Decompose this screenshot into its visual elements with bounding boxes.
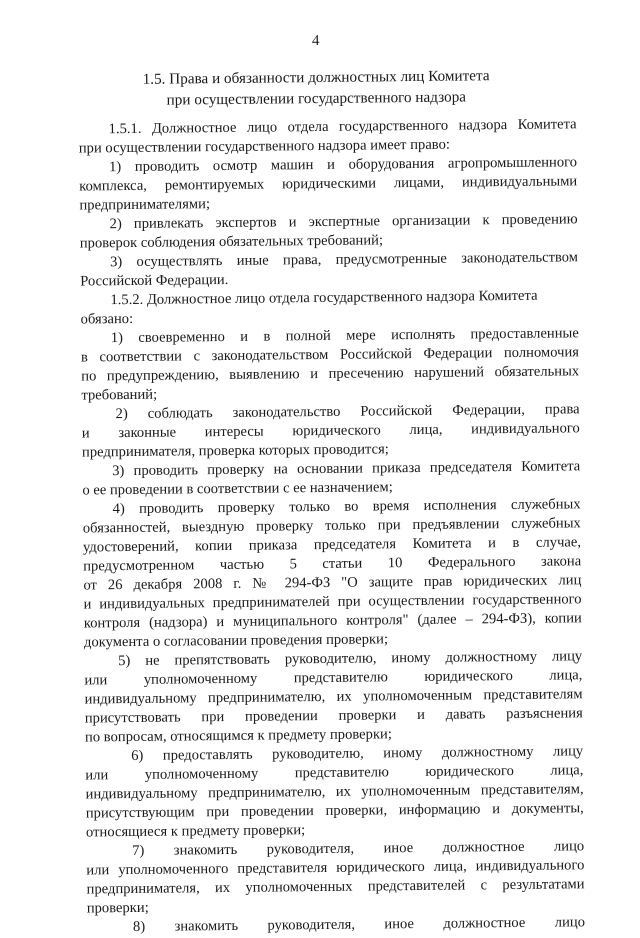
text-line: 8) знакомить руководителя, иное должностное лицо (132, 914, 586, 935)
text-line: предпринимателя, их уполномоченных представителей с результатами (86, 876, 585, 898)
text-line: 3) осуществлять иные права, предусмотренные законодательством (109, 249, 579, 271)
text-line: или уполномоченного представителя юридического лица, индивидуального (86, 857, 585, 879)
text-line: и законные интересы юридического лица, индивидуального (81, 420, 580, 442)
body-text (79, 115, 586, 937)
text-line: или уполномоченному представителю юридического лица, (85, 762, 584, 784)
text-line: 3) проводить проверку на основании приказа председателя Комитета (112, 458, 581, 480)
text-line: 1) проводить осмотр машин и оборудования агропромышленного (108, 154, 578, 176)
text-line: о ее проведении в соответствии с ее назначением; (82, 479, 393, 499)
text-line: 4) проводить проверку только во время исполнения служебных (112, 496, 581, 518)
text-line: предпринимателями; (79, 196, 211, 214)
text-line: проверки; (86, 899, 149, 917)
text-line: 5) не препятствовать руководителю, иному должностному лицу (118, 648, 583, 670)
text-line: присутствующим при проведении проверки, информацию и документы, (85, 800, 584, 822)
text-line: при осуществлении государственного надзора имеет право: (78, 136, 450, 157)
text-line: относящиеся к предмету проверки; (85, 822, 306, 841)
text-line: предусмотренном частью 5 статьи 10 Федерального закона (83, 553, 582, 575)
text-line: в соответствии с законодательством Российской Федерации полномочия (80, 344, 580, 366)
text-line: по предупреждению, выявлению и пресечению нарушений обязательных (81, 363, 580, 385)
text-line: документа о согласовании проведения проверки; (83, 631, 389, 651)
text-line: комплекса, ремонтируемых юридическими лицами, индивидуальными (79, 173, 578, 195)
text-line: 2) соблюдать законодательство Российской Федерации, права (115, 401, 580, 423)
text-line: требований; (81, 386, 158, 404)
text-line: обязано: (80, 310, 134, 328)
text-line: 2) привлекать экспертов и экспертные организации к проведению (109, 211, 578, 233)
text-line: от 26 декабря 2008 г. № 294-ФЗ "О защите прав юридических лиц (83, 572, 582, 594)
text-line: и индивидуальных предпринимателей при осуществлении государственного (83, 591, 582, 613)
page-number: 4 (311, 32, 320, 50)
text-line: 6) предоставлять руководителю, иному должностному лицу (131, 743, 584, 764)
text-line: проверок соблюдения обязательных требований; (79, 232, 384, 252)
text-line: индивидуальному предпринимателю, их уполномоченным представителям, (85, 781, 584, 803)
text-line: удостоверений, копии приказа председателя Комитета и в случае, (82, 534, 582, 556)
text-line: Российской Федерации. (80, 271, 229, 290)
section-heading-line: при осуществлении государственного надзора (166, 88, 467, 109)
text-line: контроля (надзора) и муниципального контроля" (далее – 294-ФЗ), копии (83, 610, 582, 632)
text-line: 7) знакомить руководителя, иное должностное лицо (132, 838, 585, 859)
text-line: или уполномоченному представителю юридического лица, (84, 667, 583, 689)
text-line: присутствовать при проведении проверки и давать разъяснения (84, 705, 583, 727)
text-line: предпринимателя, проверка которых проводится; (81, 441, 389, 461)
text-line: 1.5.2. Должностное лицо отдела государственного надзора Комитета (110, 287, 538, 309)
text-line: 1) своевременно и в полной мере исполнять предоставленные (110, 325, 579, 347)
text-line: обязанностей, выездную проверку только при предъявлении служебных (82, 515, 581, 537)
text-line: по вопросам, относящимся к предмету проверки; (84, 726, 392, 746)
section-heading (0, 64, 636, 113)
section-heading-line: 1.5. Права и обязанности должностных лиц Комитета (142, 67, 490, 88)
text-line: 1.5.1. Должностное лицо отдела государственного надзора Комитета (108, 116, 577, 138)
text-line: индивидуальному предпринимателю, их уполномоченным представителям (84, 686, 583, 708)
